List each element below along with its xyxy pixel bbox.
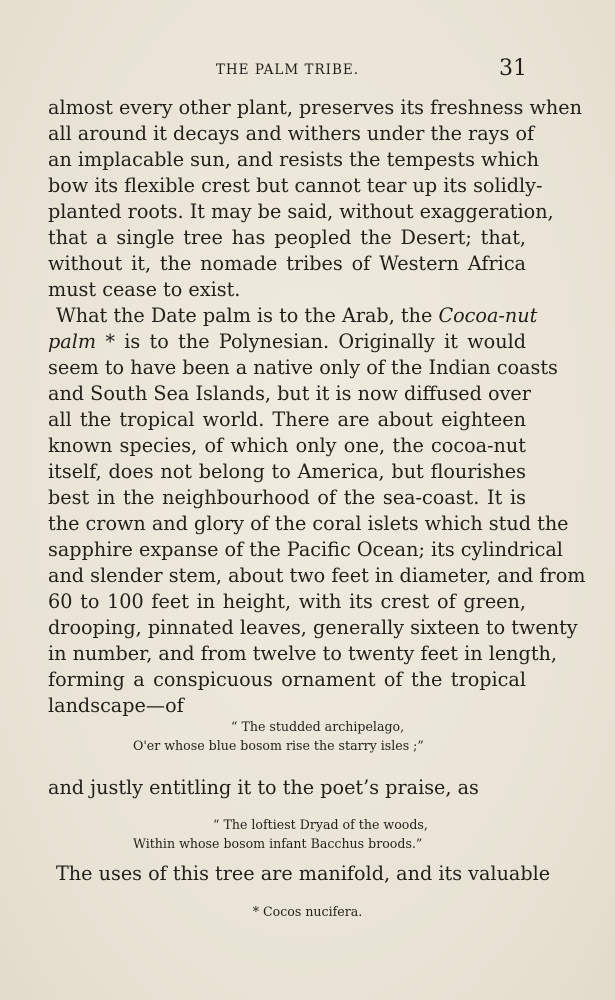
text-line: almost every other plant, preserves its freshness when [48, 96, 582, 119]
text-line: The uses of this tree are manifold, and its valuable [56, 862, 551, 885]
paragraph-continued [48, 95, 582, 303]
text-line: seem to have been a native only of the Indian coasts [48, 356, 558, 379]
page-number: 31 [499, 56, 527, 81]
verse-quote-1 [133, 717, 424, 755]
text-line: the crown and glory of the coral islets which stud the [48, 512, 569, 535]
text-line: must cease to exist. [48, 278, 241, 301]
text-line: all the tropical world. There are about eighteen [48, 408, 526, 431]
text-line: and South Sea Islands, but it is now diffused over [48, 382, 531, 405]
paragraph-poet-praise [48, 775, 526, 801]
text-line: forming a conspicuous ornament of the tropical [48, 668, 526, 691]
text-line: and slender stem, about two feet in diameter, and from [48, 564, 586, 587]
text-line: planted roots. It may be said, without exaggeration, [48, 200, 554, 223]
paragraph-cocoa-nut [48, 303, 586, 745]
verse-line: O'er whose blue bosom rise the starry isles ;” [133, 738, 424, 753]
text-line: landscape—of [48, 694, 184, 717]
text-line: itself, does not belong to America, but flourishes [48, 460, 526, 483]
text-line: sapphire expanse of the Pacific Ocean; its cylindrical [48, 538, 563, 561]
paragraph-uses [48, 861, 551, 887]
running-title: THE PALM TRIBE. [215, 62, 360, 78]
verse-line: Within whose bosom infant Bacchus broods.” [133, 836, 423, 851]
running-head [48, 58, 527, 84]
verse-line: “ The loftiest Dryad of the woods, [213, 817, 428, 832]
text-line: known species, of which only one, the cocoa-nut [48, 434, 526, 457]
text-line: without it, the nomade tribes of Western Africa [48, 252, 526, 275]
text-line: best in the neighbourhood of the sea-coast. It is [48, 486, 526, 509]
text-line: palm * is to the Polynesian. Originally it would [48, 330, 526, 353]
text-line: bow its flexible crest but cannot tear up its solidly- [48, 174, 543, 197]
text-line: an implacable sun, and resists the tempests which [48, 148, 540, 171]
verse-quote-2 [133, 815, 428, 853]
text-line: 60 to 100 feet in height, with its crest of green, [48, 590, 526, 613]
text-line: all around it decays and withers under the rays of [48, 122, 535, 145]
text-line: in number, and from twelve to twenty feet in length, [48, 642, 557, 665]
footnote: * Cocos nucifera. [252, 904, 363, 919]
verse-line: “ The studded archipelago, [231, 719, 405, 734]
text-line: that a single tree has peopled the Desert; that, [48, 226, 526, 249]
text-line: What the Date palm is to the Arab, the Cocoa-nut [56, 304, 538, 327]
text-line: and justly entitling it to the poet’s praise, as [48, 776, 479, 799]
text-line: drooping, pinnated leaves, generally sixteen to twenty [48, 616, 578, 639]
